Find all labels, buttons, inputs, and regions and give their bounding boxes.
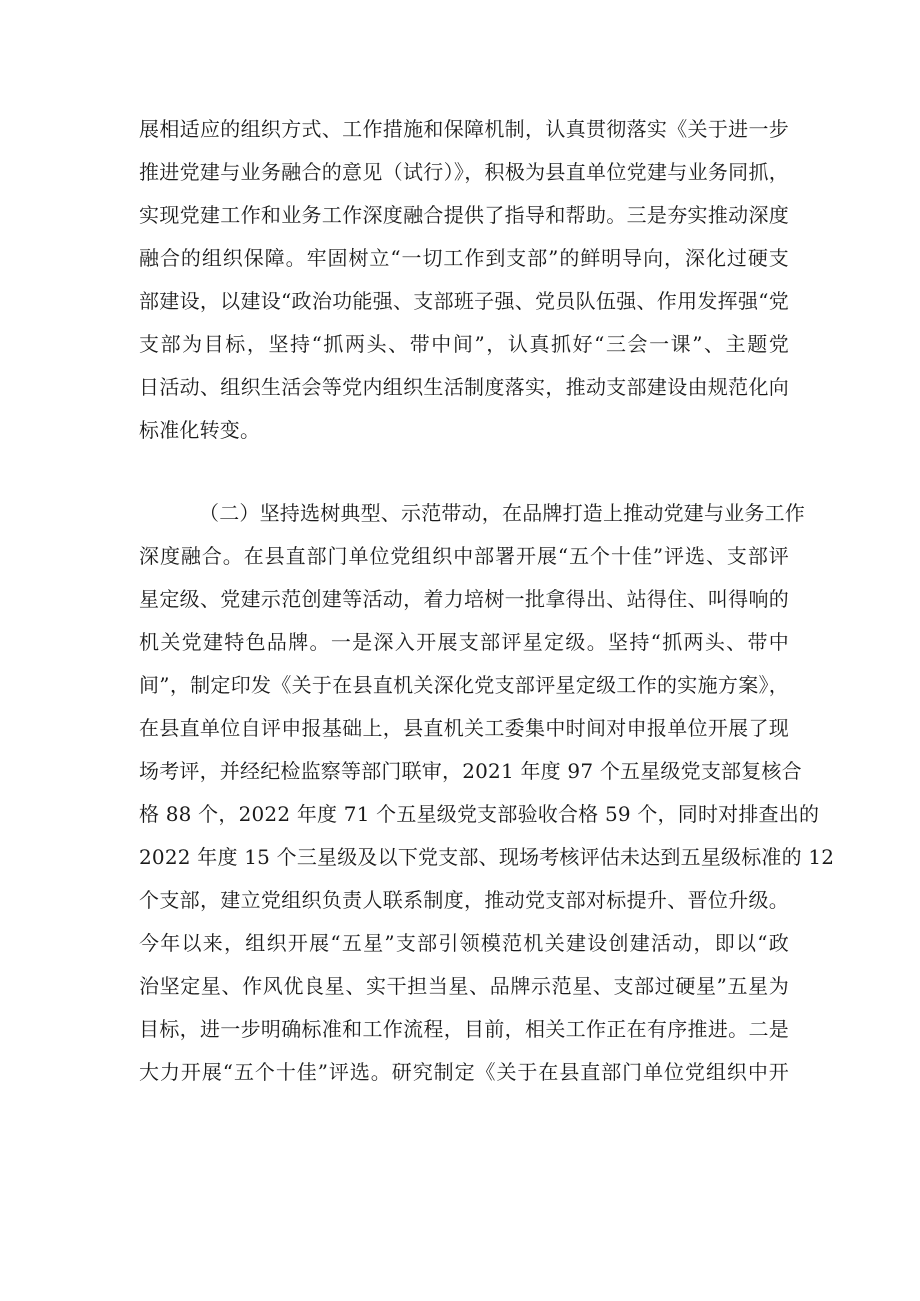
text-line: 实现党建工作和业务工作深度融合提供了指导和帮助。三是夯实推动深度 (139, 203, 789, 227)
text-line: 2022 年度 15 个三星级及以下党支部、现场考核评估未达到五星级标准的 12 (139, 845, 835, 869)
text-line: 日活动、组织生活会等党内组织生活制度落实，推动支部建设由规范化向 (139, 375, 789, 399)
text-line: 深度融合。在县直部门单位党组织中部署开展“五个十佳”评选、支部评 (139, 544, 789, 568)
text-line: 支部为目标，坚持“抓两头、带中间”，认真抓好“三会一课”、主题党 (139, 332, 789, 356)
text-line: （二）坚持选树典型、示范带动，在品牌打造上推动党建与业务工作 (199, 501, 805, 525)
text-line: 机关党建特色品牌。一是深入开展支部评星定级。坚持“抓两头、带中 (139, 630, 789, 654)
text-line: 部建设，以建设“政治功能强、支部班子强、党员队伍强、作用发挥强“党 (139, 289, 789, 313)
paragraph-2 (139, 492, 835, 1094)
text-line: 间”，制定印发《关于在县直机关深化党支部评星定级工作的实施方案》， (139, 673, 789, 697)
text-line: 在县直单位自评申报基础上，县直机关工委集中时间对申报单位开展了现 (139, 716, 789, 740)
text-line: 治坚定星、作风优良星、实干担当星、品牌示范星、支部过硬星”五星为 (139, 974, 789, 998)
text-line: 场考评，并经纪检监察等部门联审，2021 年度 97 个五星级党支部复核合 (139, 759, 802, 783)
text-line: 展相适应的组织方式、工作措施和保障机制，认真贯彻落实《关于进一步 (139, 117, 789, 141)
text-line: 格 88 个，2022 年度 71 个五星级党支部验收合格 59 个，同时对排查出的 (139, 802, 820, 826)
document-body (139, 108, 835, 1094)
text-line: 目标，进一步明确标准和工作流程，目前，相关工作正在有序推进。二是 (139, 1017, 789, 1041)
text-line: 标准化转变。 (139, 418, 261, 442)
text-line: 大力开展“五个十佳”评选。研究制定《关于在县直部门单位党组织中开 (139, 1060, 789, 1084)
paragraph-1 (139, 108, 789, 452)
paragraph-spacer (139, 452, 789, 492)
text-line: 融合的组织保障。牢固树立“一切工作到支部”的鲜明导向，深化过硬支 (139, 246, 789, 270)
text-line: 个支部，建立党组织负责人联系制度，推动党支部对标提升、晋位升级。 (139, 888, 789, 912)
text-line: 推进党建与业务融合的意见（试行）》，积极为县直单位党建与业务同抓， (139, 160, 789, 184)
text-line: 今年以来，组织开展“五星”支部引领模范机关建设创建活动，即以“政 (139, 931, 789, 955)
text-line: 星定级、党建示范创建等活动，着力培树一批拿得出、站得住、叫得响的 (139, 587, 789, 611)
